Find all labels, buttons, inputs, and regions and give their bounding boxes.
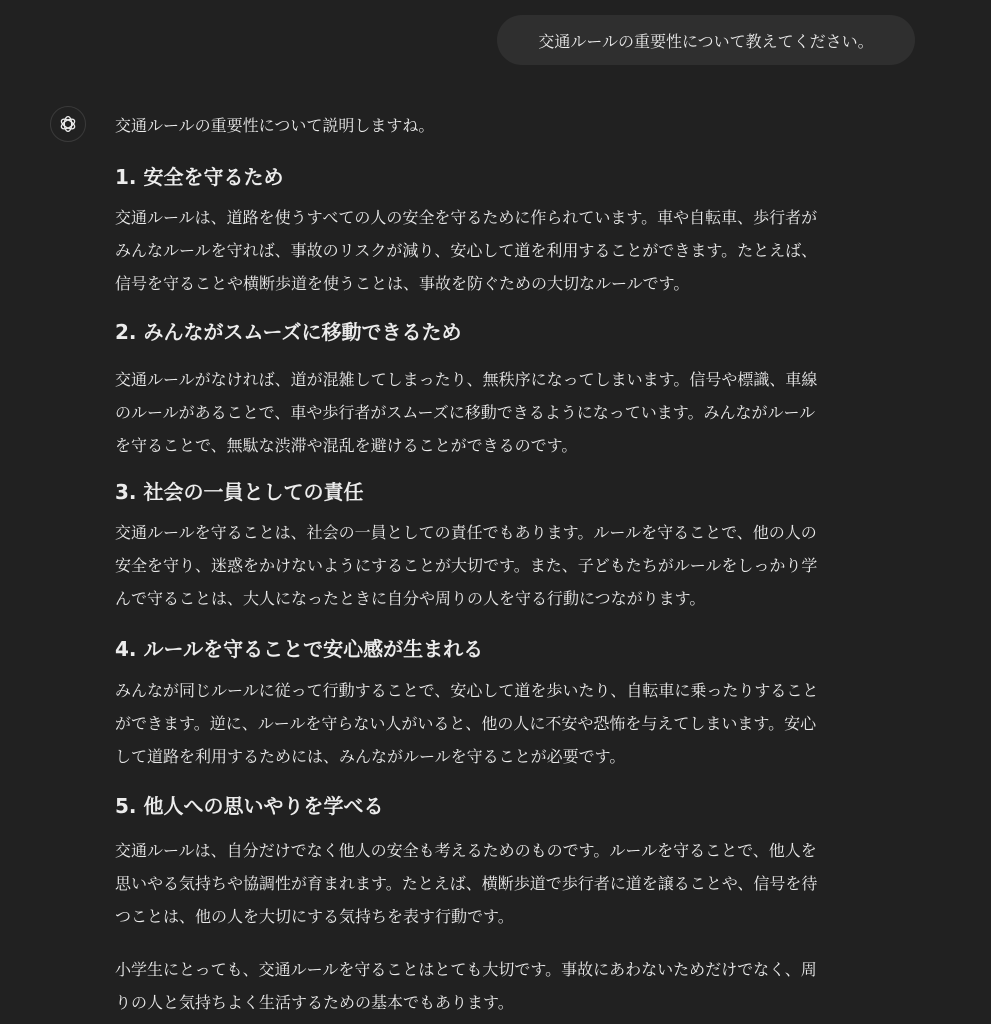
section-paragraph [115, 516, 817, 615]
paragraph-line: みんなが同じルールに従って行動することで、安心して道を歩いたり、自転車に乗ったりすること [115, 681, 819, 700]
user-message-bubble [497, 15, 915, 65]
openai-logo-icon [57, 113, 79, 135]
paragraph-line: 信号を守ることや横断歩道を使うことは、事故を防ぐための大切なルールです。 [115, 274, 690, 293]
user-message-text: 交通ルールの重要性について教えてください。 [538, 31, 874, 51]
assistant-intro: 交通ルールの重要性について説明しますね。 [115, 116, 435, 135]
assistant-avatar [50, 106, 86, 142]
paragraph-line: 交通ルールは、自分だけでなく他人の安全も考えるためのものです。ルールを守ることで、他人を [115, 841, 817, 860]
paragraph-line: ができます。逆に、ルールを守らない人がいると、他の人に不安や恐怖を与えてしまいます。安心 [115, 714, 817, 733]
section-heading: 1. 安全を守るため [115, 165, 284, 189]
paragraph-line: を守ることで、無駄な渋滞や混乱を避けることができるのです。 [115, 436, 578, 455]
section-heading: 4. ルールを守ることで安心感が生まれる [115, 637, 484, 661]
section-paragraph [115, 201, 817, 300]
section-heading: 2. みんながスムーズに移動できるため [115, 320, 462, 344]
paragraph-line: りの人と気持ちよく生活するための基本でもあります。 [115, 993, 514, 1012]
paragraph-line: んで守ることは、大人になったときに自分や周りの人を守る行動につながります。 [115, 589, 706, 608]
paragraph-line: 思いやる気持ちや協調性が育まれます。たとえば、横断歩道で歩行者に道を譲ることや、信号を待 [115, 874, 818, 893]
paragraph-line: 交通ルールがなければ、道が混雑してしまったり、無秩序になってしまいます。信号や標識、車線 [115, 370, 818, 389]
paragraph-line: 交通ルールを守ることは、社会の一員としての責任でもあります。ルールを守ることで、他の人の [115, 523, 817, 542]
section-paragraph [115, 363, 817, 462]
paragraph-line: 小学生にとっても、交通ルールを守ることはとても大切です。事故にあわないためだけでなく、周 [115, 960, 817, 979]
paragraph-line: 安全を守り、迷惑をかけないようにすることが大切です。また、子どもたちがルールをしっかり学 [115, 556, 818, 575]
paragraph-line: みんなルールを守れば、事故のリスクが減り、安心して道を利用することができます。たとえば、 [115, 241, 818, 260]
paragraph-line: つことは、他の人を大切にする気持ちを表す行動です。 [115, 907, 514, 926]
section-heading: 5. 他人への思いやりを学べる [115, 794, 384, 818]
section-paragraph [115, 674, 818, 773]
section-heading: 3. 社会の一員としての責任 [115, 480, 364, 504]
paragraph-line: のルールがあることで、車や歩行者がスムーズに移動できるようになっています。みんながルール [115, 403, 816, 422]
paragraph-line: 交通ルールは、道路を使うすべての人の安全を守るために作られています。車や自転車、歩行者が [115, 208, 818, 227]
closing-paragraph [115, 953, 817, 1019]
paragraph-line: して道路を利用するためには、みんながルールを守ることが必要です。 [115, 747, 626, 766]
section-paragraph [115, 834, 817, 933]
